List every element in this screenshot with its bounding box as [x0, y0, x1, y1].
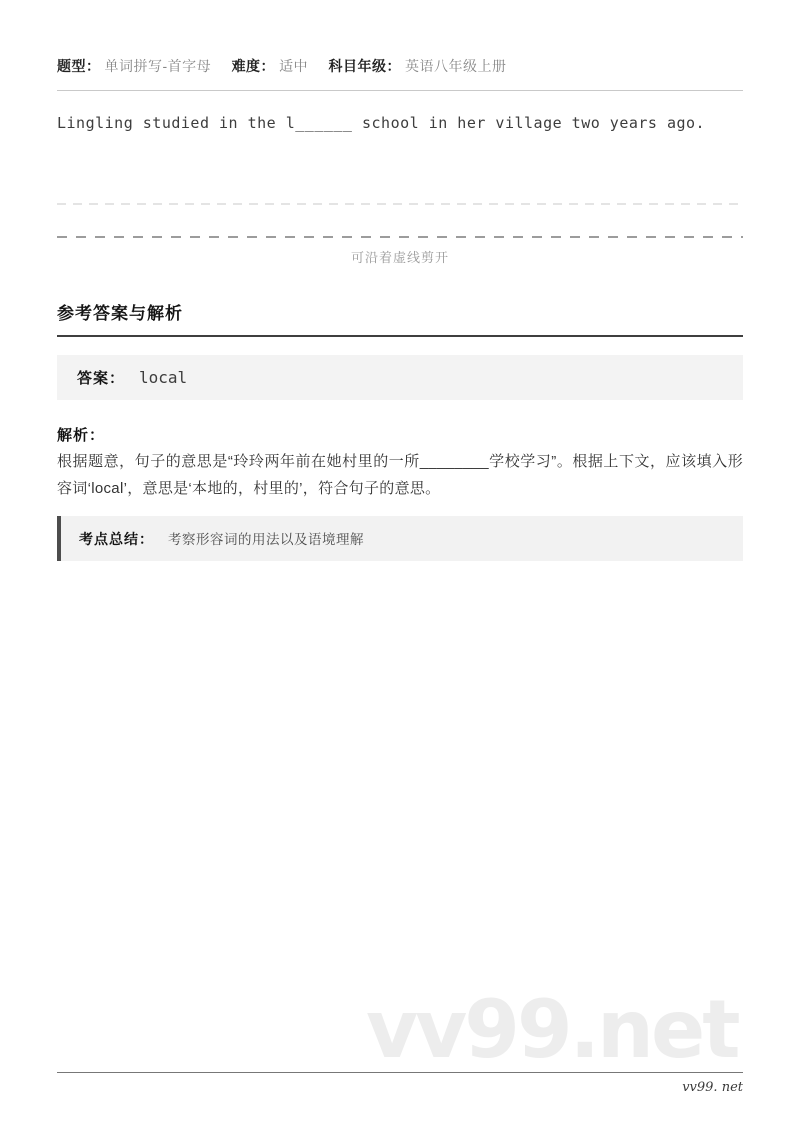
- meta-type-value: 单词拼写-首字母: [104, 58, 212, 74]
- page-content: [0, 0, 800, 561]
- key-point-summary-label: 考点总结：: [79, 531, 154, 547]
- meta-grade-value: 英语八年级上册: [404, 58, 507, 74]
- key-point-summary-text: 考察形容词的用法以及语境理解: [168, 532, 364, 547]
- site-watermark: vv99.net: [366, 983, 738, 1076]
- meta-difficulty-value: 适中: [279, 58, 309, 74]
- analysis-block: [57, 424, 743, 502]
- cut-line-dark: [57, 236, 743, 238]
- cut-line-light: [57, 203, 743, 205]
- answer-section-title: 参考答案与解析: [57, 299, 743, 337]
- answer-value: local: [139, 368, 188, 387]
- analysis-label: 解析：: [57, 427, 106, 444]
- key-point-summary-box: [57, 516, 743, 561]
- footer-site-text: vv99. net: [682, 1080, 743, 1095]
- meta-difficulty-label: 难度：: [231, 58, 276, 74]
- header-divider: [57, 90, 743, 91]
- answer-box: [57, 355, 743, 400]
- question-meta: [57, 56, 743, 76]
- analysis-text: 根据题意，句子的意思是“玲玲两年前在她村里的一所________学校学习”。根据上下文，应该填入形容词‘local’，意思是‘本地的，村里的’，符合句子的意思。: [57, 453, 743, 497]
- meta-grade-label: 科目年级：: [328, 58, 401, 74]
- page-footer: [57, 1072, 743, 1096]
- meta-type-label: 题型：: [57, 58, 101, 74]
- cut-hint-text: 可沿着虚线剪开: [350, 250, 449, 265]
- answer-label: 答案：: [77, 370, 126, 387]
- question-text: Lingling studied in the l______ school in her village two years ago.: [57, 114, 706, 132]
